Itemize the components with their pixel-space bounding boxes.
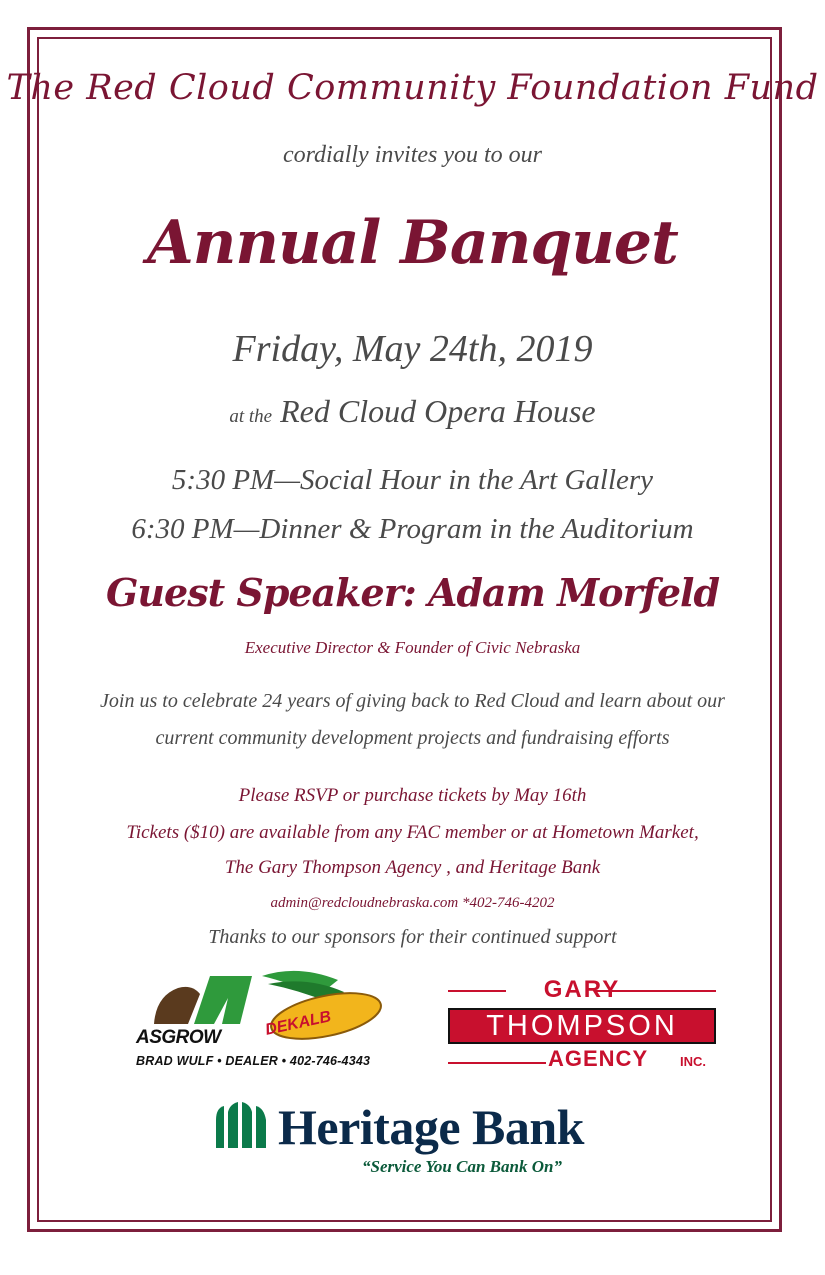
- gta-inc-suffix: INC.: [680, 1054, 706, 1069]
- dekalb-wordmark: DEKALB: [263, 1008, 333, 1039]
- venue-name: Red Cloud Opera House: [280, 393, 596, 429]
- description-line: current community development projects and fundraising efforts: [155, 727, 670, 749]
- host-title: The Red Cloud Community Foundation Fund: [6, 68, 819, 108]
- event-title: Annual Banquet: [147, 208, 678, 278]
- gta-line-agency: AGENCY: [548, 1046, 649, 1071]
- speaker-role: Executive Director & Founder of Civic Nebraska: [244, 638, 581, 657]
- schedule-item: 6:30 PM—Dinner & Program in the Auditorium: [131, 513, 694, 545]
- description-line: Join us to celebrate 24 years of giving back to Red Cloud and learn about our: [100, 690, 725, 712]
- logo-rule: [448, 1062, 546, 1064]
- invites-line: cordially invites you to our: [282, 142, 543, 168]
- venue-prefix: at the: [229, 406, 273, 427]
- heritage-bank-slogan: “Service You Can Bank On”: [362, 1157, 562, 1176]
- rsvp-line: Please RSVP or purchase tickets by May 16th: [238, 785, 587, 806]
- asgrow-wordmark: ASGROW: [136, 1027, 221, 1048]
- sponsors-thanks: Thanks to our sponsors for their continued support: [208, 926, 617, 948]
- event-venue: [0, 393, 825, 430]
- gta-line-thompson: THOMPSON: [486, 1010, 678, 1042]
- heritage-bank-name: Heritage Bank: [278, 1099, 584, 1155]
- asgrow-dealer-line: BRAD WULF • DEALER • 402-746-4343: [136, 1054, 371, 1068]
- contact-line: admin@redcloudnebraska.com *402-746-4202: [270, 895, 555, 911]
- tickets-line: The Gary Thompson Agency , and Heritage Bank: [224, 857, 601, 878]
- heritage-bank-columns-icon: [214, 1102, 270, 1148]
- gta-line-gary: GARY: [543, 976, 621, 1003]
- guest-speaker: Guest Speaker: Adam Morfeld: [105, 570, 720, 615]
- schedule-item: 5:30 PM—Social Hour in the Art Gallery: [171, 464, 654, 496]
- event-date: Friday, May 24th, 2019: [232, 328, 593, 370]
- tickets-line: Tickets ($10) are available from any FAC member or at Hometown Market,: [126, 822, 699, 843]
